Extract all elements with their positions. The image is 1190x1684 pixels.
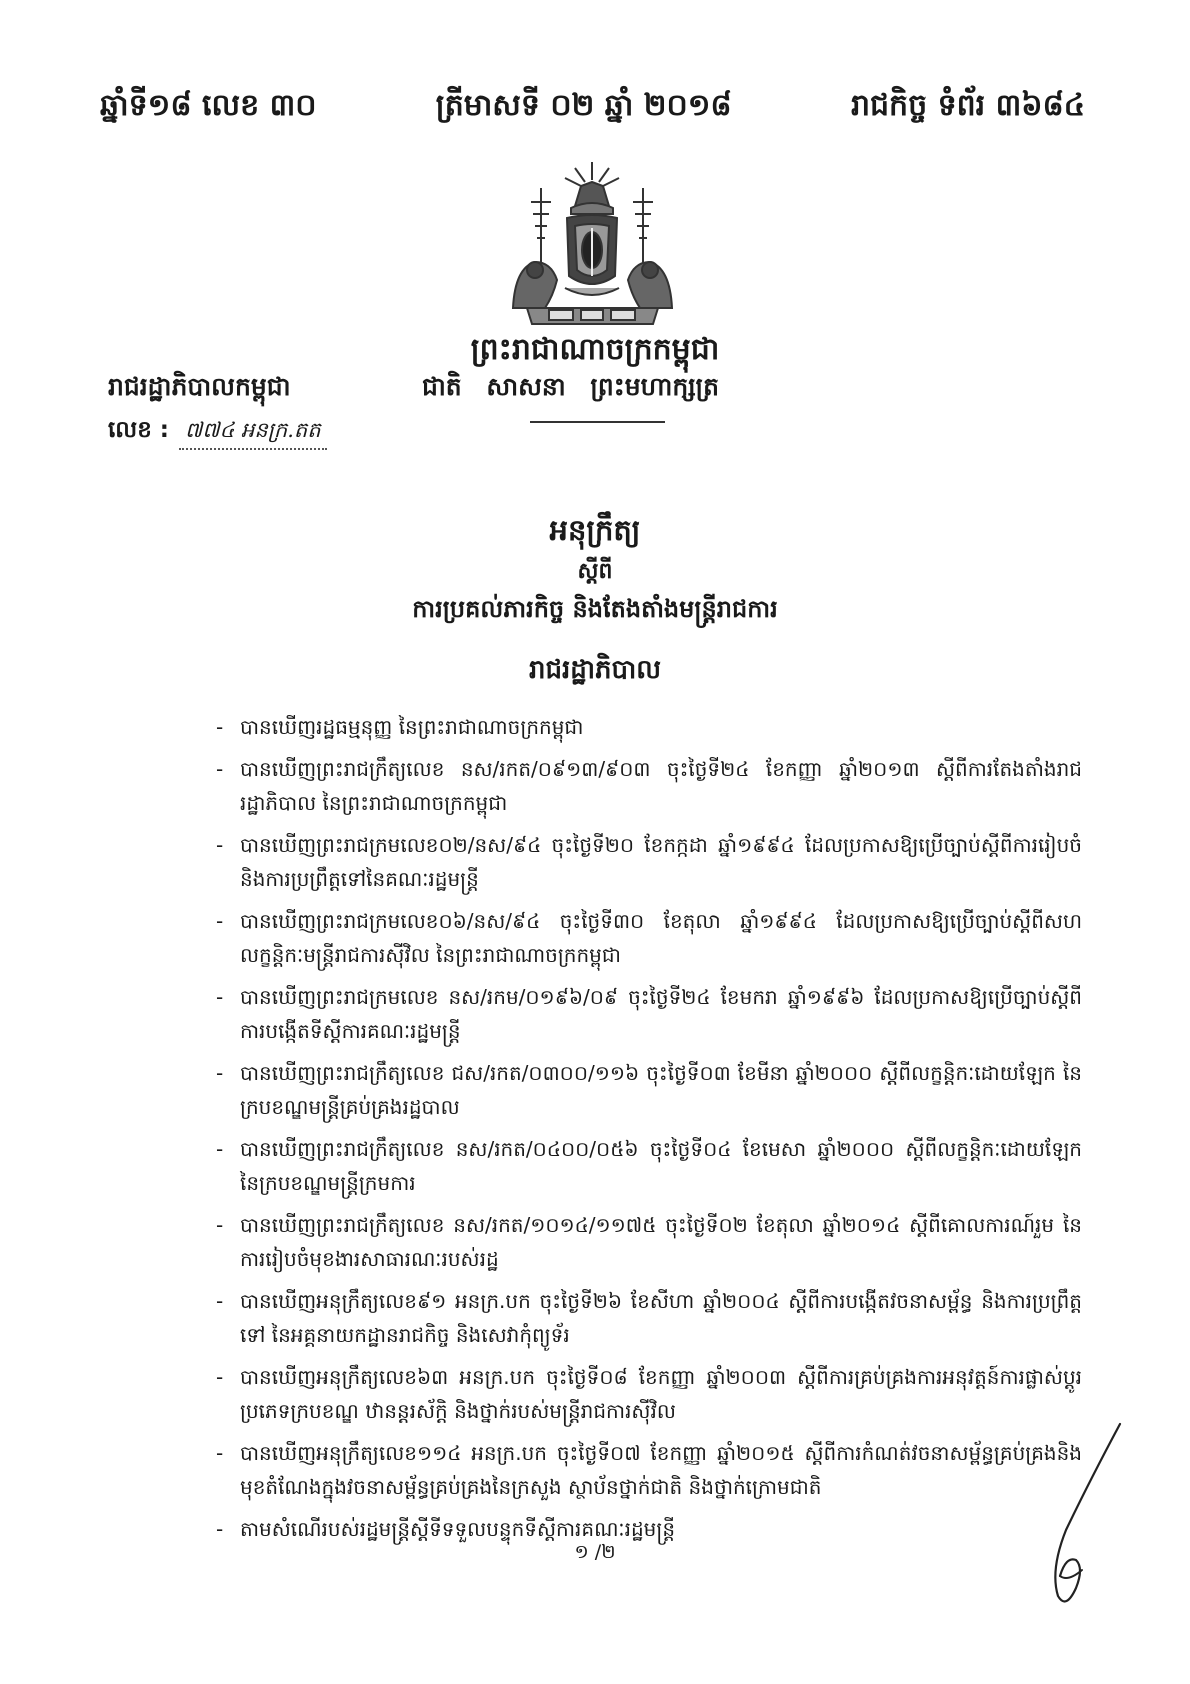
consideration-item: - បានឃើញព្រះរាជក្រឹត្យលេខ នស/រកត/០៤០០/០៥៦ ចុះថ្ងៃទី០៤ ខែមេសា ឆ្នាំ២០០០ ស្តីពីលក្ខន្តិកៈដោយឡែក នៃក្របខណ្ឌមន្ត្រីក្រមការ xyxy=(212,1132,1082,1200)
document-subject: ការប្រគល់ភារកិច្ច និងតែងតាំងមន្ត្រីរាជការ xyxy=(412,595,778,623)
consideration-item: - បានឃើញរដ្ឋធម្មនុញ្ញ នៃព្រះរាជាណាចក្រកម្ពុជា xyxy=(212,710,1082,744)
reference-line xyxy=(108,416,327,450)
reference-number: ៧៧៤ អនក្រ.តត xyxy=(179,417,327,450)
gazette-page: រាជកិច្ច ទំព័រ ៣៦៨៤ xyxy=(850,88,1085,123)
consideration-item: - បានឃើញអនុក្រឹត្យលេខ៦៣ អនក្រ.បក ចុះថ្ងៃទី០៨ ខែកញ្ញា ឆ្នាំ២០០៣ ស្តីពីការគ្រប់គ្រងការអនុវត្តន៍ការផ្លាស់ប្តូរប្រភេទក្របខណ្ឌ ឋានន្តរស័ក្តិ និងថ្នាក់របស់មន្ត្រីរាជការស៊ីវិល xyxy=(212,1360,1082,1428)
motto-divider xyxy=(530,421,665,423)
page-number: ១ /២ xyxy=(574,1541,616,1563)
consideration-item: - បានឃើញអនុក្រឹត្យលេខ៩១ អនក្រ.បក ចុះថ្ងៃទី២៦ ខែសីហា ឆ្នាំ២០០៤ ស្តីពីការបង្កើតវចនាសម្ព័ន្ធ និងការប្រព្រឹត្តទៅ នៃអគ្គនាយកដ្ឋានរាជកិច្ច និងសេវាកុំព្យូទ័រ xyxy=(212,1284,1082,1352)
kingdom-title: ព្រះរាជាណាចក្រកម្ពុជា xyxy=(470,332,720,367)
consideration-item: - បានឃើញព្រះរាជក្រមលេខ០២/នស/៩៤ ចុះថ្ងៃទី២០ ខែកក្កដា ឆ្នាំ១៩៩៤ ដែលប្រកាសឱ្យប្រើច្បាប់ស្តីពីការរៀបចំ និងការប្រព្រឹត្តទៅនៃគណៈរដ្ឋមន្ត្រី xyxy=(212,828,1082,896)
gazette-header xyxy=(100,86,1085,130)
royal-coat-of-arms-icon xyxy=(505,158,680,328)
consideration-item: - បានឃើញព្រះរាជក្រឹត្យលេខ នស/រកត/១០១៤/១១៧៥ ចុះថ្ងៃទី០២ ខែតុលា ឆ្នាំ២០១៤ ស្តីពីគោលការណ៍រួម នៃការរៀបចំមុខងារសាធារណៈរបស់រដ្ឋ xyxy=(212,1208,1082,1276)
issuing-authority: រាជរដ្ឋាភិបាល xyxy=(528,655,662,685)
consideration-item: - បានឃើញព្រះរាជក្រឹត្យលេខ នស/រកត/០៩១៣/៩០៣ ចុះថ្ងៃទី២៤ ខែកញ្ញា ឆ្នាំ២០១៣ ស្តីពីការតែងតាំងរាជរដ្ឋាភិបាល នៃព្រះរាជាណាចក្រកម្ពុជា xyxy=(212,752,1082,820)
handwritten-signature xyxy=(1020,1420,1130,1610)
consideration-item: - តាមសំណើរបស់រដ្ឋមន្ត្រីស្តីទីទទួលបន្ទុកទីស្តីការគណៈរដ្ឋមន្ត្រី xyxy=(212,1512,1082,1546)
consideration-item: - បានឃើញអនុក្រឹត្យលេខ១១៤ អនក្រ.បក ចុះថ្ងៃទី០៧ ខែកញ្ញា ឆ្នាំ២០១៥ ស្តីពីការកំណត់វចនាសម្ព័ន្ធគ្រប់គ្រងនិងមុខតំណែងក្នុងវចនាសម្ព័ន្ធគ្រប់គ្រងនៃក្រសួង ស្ថាប័នថ្នាក់ជាតិ និងថ្នាក់ក្រោមជាតិ xyxy=(212,1436,1082,1504)
gazette-date: ត្រីមាសទី ០២ ឆ្នាំ ២០១៨ xyxy=(435,88,732,123)
government-name: រាជរដ្ឋាភិបាលកម្ពុជា xyxy=(108,372,291,401)
consideration-item: - បានឃើញព្រះរាជក្រឹត្យលេខ ជស/រកត/០៣០០/១១៦ ចុះថ្ងៃទី០៣ ខែមីនា ឆ្នាំ២០០០ ស្តីពីលក្ខន្តិកៈដោយឡែក នៃក្របខណ្ឌមន្ត្រីគ្រប់គ្រងរដ្ឋបាល xyxy=(212,1056,1082,1124)
considerations-list xyxy=(212,710,1082,1554)
document-type: អនុក្រឹត្យ xyxy=(549,513,641,547)
national-motto: ជាតិ សាសនា ព្រះមហាក្សត្រ xyxy=(422,372,719,401)
consideration-item: - បានឃើញព្រះរាជក្រមលេខ នស/រកម/០១៩៦/០៩ ចុះថ្ងៃទី២៤ ខែមករា ឆ្នាំ១៩៩៦ ដែលប្រកាសឱ្យប្រើច្បាប់ស្តីពីការបង្កើតទីស្តីការគណៈរដ្ឋមន្ត្រី xyxy=(212,980,1082,1048)
document-about: ស្តីពី xyxy=(577,559,613,584)
consideration-item: - បានឃើញព្រះរាជក្រមលេខ០៦/នស/៩៤ ចុះថ្ងៃទី៣០ ខែតុលា ឆ្នាំ១៩៩៤ ដែលប្រកាសឱ្យប្រើច្បាប់ស្តីពីសហលក្ខន្តិកៈមន្ត្រីរាជការស៊ីវិល នៃព្រះរាជាណាចក្រកម្ពុជា xyxy=(212,904,1082,972)
gazette-issue: ឆ្នាំទី១៨ លេខ ៣០ xyxy=(100,88,317,123)
reference-label: លេខ : xyxy=(108,417,170,443)
